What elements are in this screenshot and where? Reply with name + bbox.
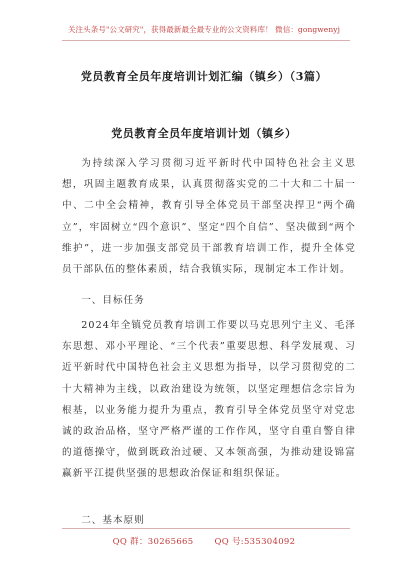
footer-divider [62, 528, 350, 529]
section-title: 党员教育全员年度培训计划（镇乡） [111, 127, 297, 140]
footer-contact [0, 535, 408, 547]
header-promo-banner: 关注头条号"公文研究"，获得最新最全最专业的公文资料库！ 微信：gongwenyj [67, 25, 341, 34]
document-title: 党员教育全员年度培训计划汇编（镇乡）（3篇） [80, 70, 328, 83]
header-divider [62, 40, 350, 41]
section-heading-principles: 二、基本原则 [81, 515, 145, 526]
footer-qq-number: QQ 号:535304092 [214, 537, 296, 547]
footer-qq-group: QQ 群：30265665 [112, 537, 194, 547]
goals-paragraph: 2024年全镇党员教育培训工作要以马克思列宁主义、毛泽东思想、邓小平理论、“三个代表”重要思想、科学发展观、习近平新时代中国特色社会主义思想为指导，以学习贯彻党的二十大精神为主线，以政治建设为统领，以坚定理想信念宗旨为根基，以业务能力提升为重点，教育引导全体党员坚守对党忠诚的政治品格，坚守严格严谨的工作作风，坚守自重自警自律的道德操守，做到既政治过硬、又本领高强，为推动建设锦富赢新平江提供坚强的思想政治保证和组织保证。 [62, 320, 356, 480]
section-heading-goals: 一、目标任务 [81, 295, 145, 306]
intro-paragraph: 为持续深入学习贯彻习近平新时代中国特色社会主义思想，巩固主题教育成果，认真贯彻落实党的二十大和二十届一中、二中全会精神，教育引导全体党员干部坚决捍卫“两个确立”，牢固树立“四个意识”、坚定“四个自信”、坚决做到“两个维护”，进一步加强支部党员干部教育培训工作，提升全体党员干部队伍的整体素质，结合我镇实际，现制定本工作计划。 [62, 158, 356, 276]
